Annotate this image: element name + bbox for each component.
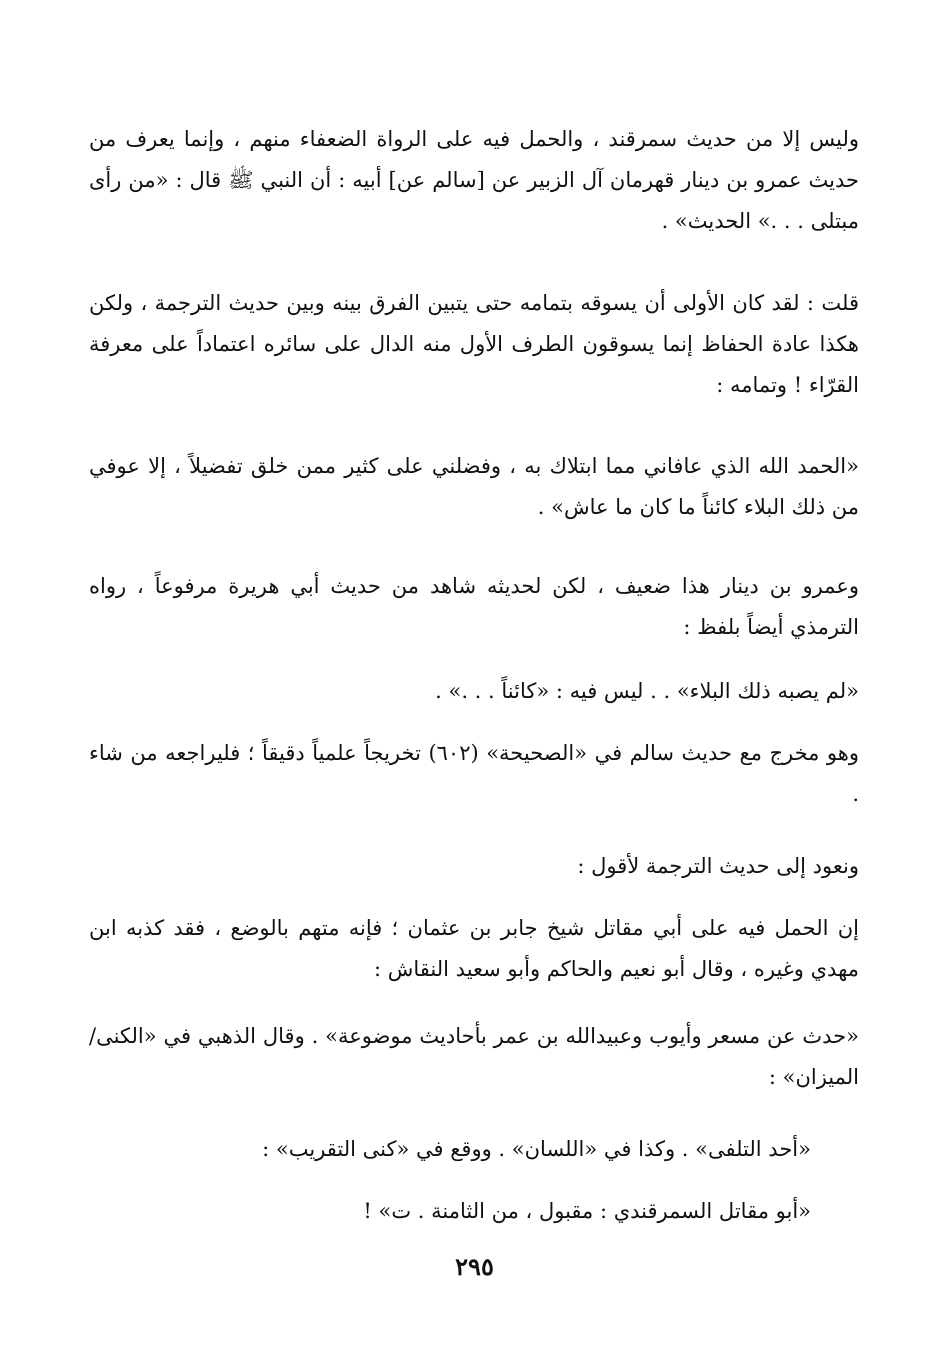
paragraph-8: إن الحمل فيه على أبي مقاتل شيخ جابر بن عثمان ؛ فإنه متهم بالوضع ، فقد كذبه ابن مهدي وغيره ، وقال أبو نعيم والحاكم وأبو سعيد النقاش : <box>89 916 859 981</box>
paragraph-3-quote: «الحمد الله الذي عافاني مما ابتلاك به ، وفضلني على كثير ممن خلق تفضيلاً ، إلا عوفي من ذلك البلاء كائناً ما كان ما عاش» . <box>89 454 859 519</box>
paragraph-2: قلت : لقد كان الأولى أن يسوقه بتمامه حتى يتبين الفرق بينه وبين حديث الترجمة ، ولكن هكذا عادة الحفاظ إنما يسوقون الطرف الأول منه الدال على سائره اعتماداً على معرفة القرّاء ! وتمامه : <box>89 291 859 397</box>
paragraph-1: وليس إلا من حديث سمرقند ، والحمل فيه على الرواة الضعفاء منهم ، وإنما يعرف من حديث عمرو بن دينار قهرمان آل الزبير عن [سالم عن] أبيه : أن النبي ﷺ قال : «من رأى مبتلى . . .» الحديث» . <box>89 127 859 233</box>
paragraph-11-quote: «أبو مقاتل السمرقندي : مقبول ، من الثامنة . ت» ! <box>363 1199 811 1223</box>
paragraph-4: وعمرو بن دينار هذا ضعيف ، لكن لحديثه شاهد من حديث أبي هريرة مرفوعاً ، رواه الترمذي أيضاً بلفظ : <box>89 574 859 639</box>
paragraph-6: وهو مخرج مع حديث سالم في «الصحيحة» (٦٠٢) تخريجاً علمياً دقيقاً ؛ فليراجعه من شاء . <box>89 741 859 806</box>
paragraph-5-quote: «لم يصبه ذلك البلاء» . . ليس فيه : «كائناً . . .» . <box>435 679 859 703</box>
paragraph-10-quote: «أحد التلفى» . وكذا في «اللسان» . ووقع في «كنى التقريب» : <box>262 1137 811 1161</box>
page-number: ٢٩٥ <box>455 1252 494 1281</box>
paragraph-7: ونعود إلى حديث الترجمة لأقول : <box>577 854 859 878</box>
paragraph-9-quote: «حدث عن مسعر وأيوب وعبيدالله بن عمر بأحاديث موضوعة» . وقال الذهبي في «الكنى/ الميزان» : <box>89 1024 859 1089</box>
